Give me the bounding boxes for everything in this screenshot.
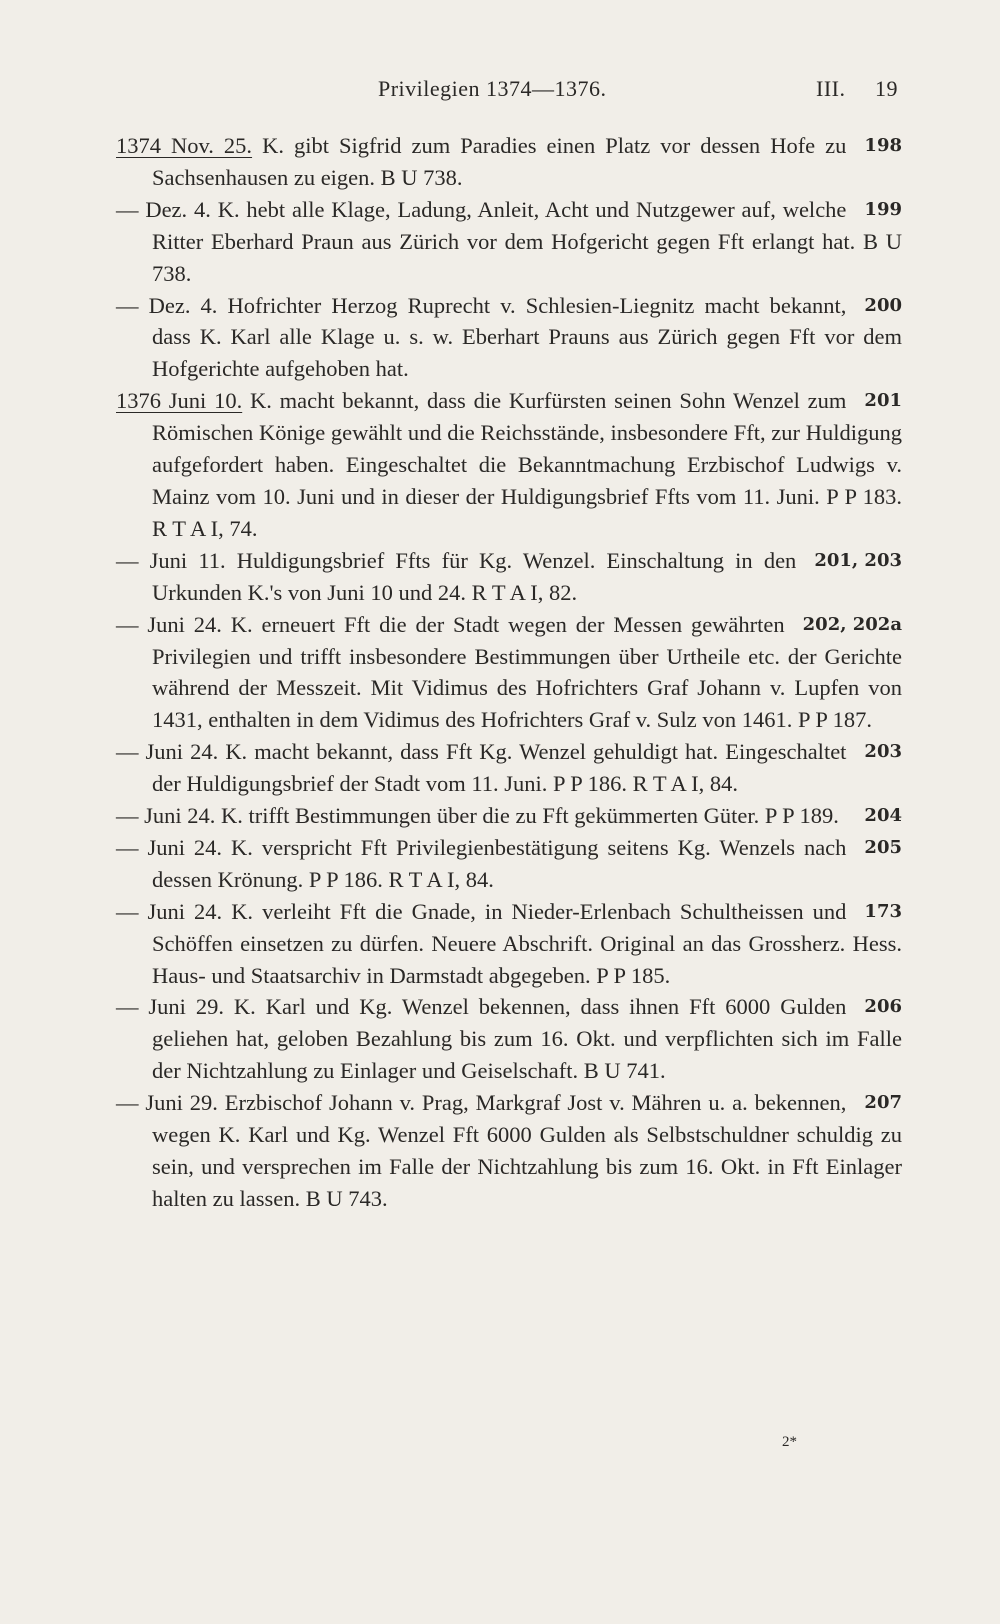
entry-reference: 207 [864, 1092, 902, 1114]
entry-reference: 198 [864, 135, 902, 156]
section-number: III. [816, 76, 846, 101]
entry-reference: 201 [864, 390, 902, 412]
entry-date: 1374 Nov. 25. [116, 133, 253, 158]
page-number: 19 [875, 76, 898, 101]
entry-reference: 204 [864, 805, 902, 827]
entry-200 [116, 290, 902, 386]
page-header [150, 76, 898, 110]
entry-list [116, 130, 902, 1215]
entry-reference: 205 [864, 836, 902, 858]
entry-text: K. gibt Sigfrid zum Paradies einen Platz vor dessen Hofe zu Sachsenhausen zu eigen. B U 738. [152, 133, 847, 190]
entry-date: — Juni 11. [116, 547, 226, 573]
entry-206 [116, 991, 902, 1087]
entry-reference: 200 [864, 294, 902, 316]
entry-173 [116, 896, 902, 992]
entry-text: K. macht bekannt, dass Fft Kg. Wenzel gehuldigt hat. Eingeschaltet der Huldigungsbrief der Stadt vom 11. Juni. P P 186. R T A I, 84. [152, 739, 847, 797]
signature-mark: 2* [782, 1434, 797, 1450]
entry-reference: 206 [864, 996, 902, 1018]
entry-reference: 201, 203 [814, 549, 902, 571]
entry-199 [116, 194, 902, 290]
entry-text: K. verleiht Fft die Gnade, in Nieder-Erlenbach Schultheissen und Schöffen einsetzen zu dürfen. Neuere Abschrift. Original an das Grossherz. Hess. Haus- und Staatsarchiv in Darmstadt abgegeben. P P 185. [152, 898, 902, 988]
entry-201 [116, 385, 902, 545]
entry-text: Hofrichter Herzog Ruprecht v. Schlesien-Liegnitz macht bekannt, dass K. Karl alle Klage u. s. w. Eberhart Prauns aus Zürich gegen Fft vor dem Hofgerichte aufgehoben hat. [152, 292, 902, 382]
entry-reference: 202, 202a [802, 613, 902, 635]
entry-date: — Dez. 4. [116, 292, 218, 318]
entry-date: — Juni 29. [116, 994, 224, 1020]
entry-203 [116, 736, 902, 800]
entry-text: K. macht bekannt, dass die Kurfürsten seinen Sohn Wenzel zum Römischen Könige gewählt und die Reichsstände, insbesondere Fft, zur Huldigung aufgefordert haben. Eingeschaltet die Bekanntmachung Erzbischof Ludwigs v. Mainz vom 10. Juni und in dieser der Huldigungsbrief Ffts vom 11. Juni. P P 183. R T A I, 74. [152, 388, 902, 541]
entry-date: — Juni 24. [116, 898, 223, 924]
entry-204 [116, 800, 902, 832]
entry-text: K. trifft Bestimmungen über die zu Fft gekümmerten Güter. P P 189. [221, 803, 839, 829]
entry-date: — Dez. 4. [116, 196, 211, 222]
entry-date: — Juni 24. [116, 739, 219, 765]
running-title: Privilegien 1374—1376. [378, 76, 607, 101]
entry-207 [116, 1087, 902, 1215]
entry-reference: 199 [864, 198, 902, 220]
entry-202 [116, 609, 902, 737]
entry-text: K. verspricht Fft Privilegienbestätigung seitens Kg. Wenzels nach dessen Krönung. P P 186. R T A I, 84. [152, 834, 847, 892]
entry-205 [116, 832, 902, 896]
entry-201-203 [116, 545, 902, 609]
entry-text: K. Karl und Kg. Wenzel bekennen, dass ihnen Fft 6000 Gulden geliehen hat, geloben Bezahlung bis zum 16. Okt. und verpflichten sich im Falle der Nichtzahlung zu Einlager und Geiselschaft. B U 741. [152, 994, 902, 1084]
entry-reference: 173 [864, 900, 902, 922]
entry-date: — Juni 29. [116, 1090, 218, 1116]
entry-date: 1376 Juni 10. [116, 388, 243, 414]
entry-text: K. hebt alle Klage, Ladung, Anleit, Acht und Nutzgewer auf, welche Ritter Eberhard Praun aus Zürich vor dem Hofgericht gegen Fft erlangt hat. B U 738. [152, 196, 902, 286]
entry-date: — Juni 24. [116, 611, 222, 637]
entry-reference: 203 [864, 741, 902, 763]
entry-text: K. erneuert Fft die der Stadt wegen der Messen gewährten Privilegien und trifft insbesondere Bestimmungen über Urtheile etc. der Gerichte während der Messzeit. Mit Vidimus des Hofrichters Graf Johann v. Lupfen von 1431, enthalten in dem Vidimus des Hofrichters Graf v. Sulz von 1461. P P 187. [152, 611, 902, 733]
entry-date: — Juni 24. [116, 834, 223, 860]
entry-date: — Juni 24. [116, 803, 216, 829]
entry-198 [116, 130, 902, 194]
entry-text: Huldigungsbrief Ffts für Kg. Wenzel. Einschaltung in den Urkunden K.'s von Juni 10 und 24. R T A I, 82. [152, 547, 797, 605]
entry-text: Erzbischof Johann v. Prag, Markgraf Jost v. Mähren u. a. bekennen, wegen K. Karl und Kg. Wenzel Fft 6000 Gulden als Selbstschuldner schuldig zu sein, und versprechen im Falle der Nichtzahlung bis zum 16. Okt. in Fft Einlager halten zu lassen. B U 743. [152, 1090, 902, 1211]
